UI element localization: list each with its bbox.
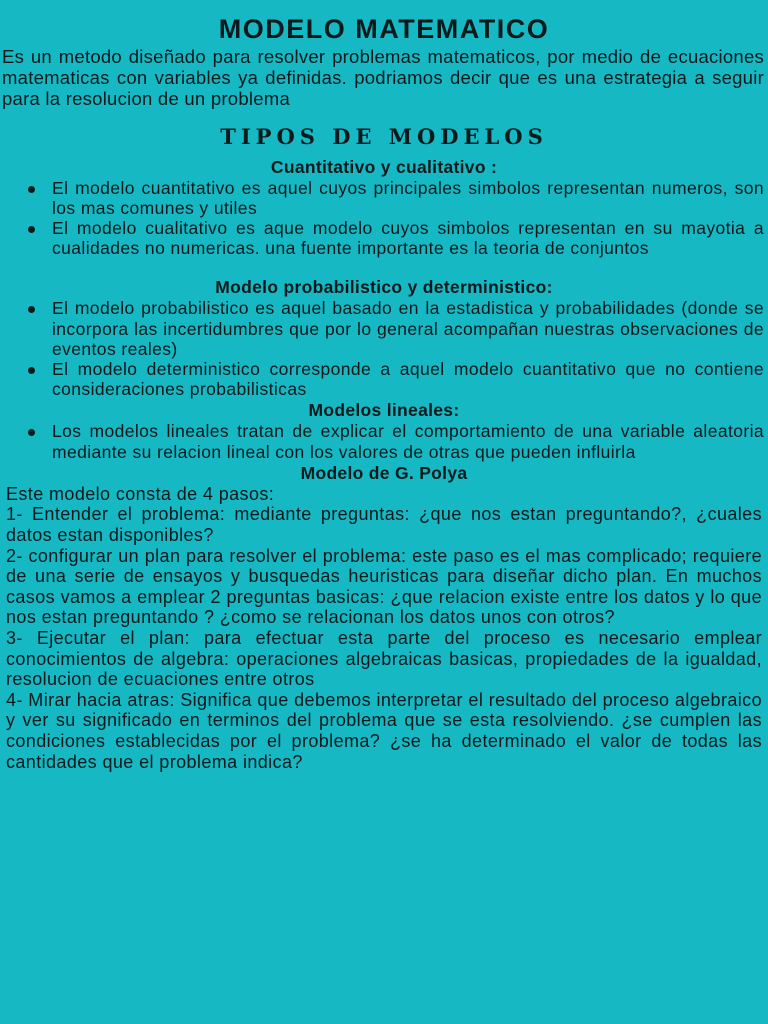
bullet-list-cuantitativo — [0, 178, 768, 259]
polya-intro: Este modelo consta de 4 pasos: — [6, 483, 275, 504]
page-title: MODELO MATEMATICO — [218, 14, 550, 44]
polya-step-4: 4- Mirar hacia atras: Significa que debemos interpretar el resultado del proceso algebraico y ver su significado en terminos del problema que se esta resolviendo. ¿se cumplen las condiciones establecidas por el problema? ¿se ha determinado el valor de todas las cantidades que el problema indica? — [6, 689, 762, 772]
bullet-list-probabilistico — [0, 298, 768, 399]
bullet-list-lineales — [0, 421, 768, 461]
polya-step-2: 2- configurar un plan para resolver el problema: este paso es el mas complicado; requiere de una serie de ensayos y busquedas heuristicas para diseñar dicho plan. En muchos casos vamos a emplear 2 preguntas basicas: ¿que relacion existe entre los datos y lo que nos estan preguntando ? ¿como se relacionan los datos unos con otros? — [6, 545, 762, 628]
list-item: El modelo cualitativo es aque modelo cuyos simbolos representan en su mayotia a cualidades no numericas. una fuente importante es la teoria de conjuntos — [52, 218, 764, 259]
list-item: El modelo probabilistico es aquel basado en la estadistica y probabilidades (donde se incorpora las incertidumbres que por lo general acompañan nuestras observaciones de eventos reales) — [52, 298, 764, 359]
section-heading-probabilistico: Modelo probabilistico y deterministico: — [215, 277, 553, 298]
list-item: El modelo cuantitativo es aquel cuyos principales simbolos representan numeros, son los mas comunes y utiles — [52, 177, 764, 218]
section-heading-cuantitativo: Cuantitativo y cualitativo : — [270, 156, 498, 177]
section-heading-polya: Modelo de G. Polya — [300, 462, 468, 483]
polya-step-1: 1- Entender el problema: mediante preguntas: ¿que nos estan preguntando?, ¿cuales datos estan disponibles? — [6, 504, 762, 546]
spacer — [0, 258, 768, 276]
tipos-heading: TIPOS DE MODELOS — [220, 123, 548, 149]
section-heading-lineales: Modelos lineales: — [308, 400, 460, 421]
list-item: Los modelos lineales tratan de explicar el comportamiento de una variable aleatoria mediante su relacion lineal con los valores de otras que pueden influirla — [52, 421, 764, 462]
list-item: El modelo deterministico corresponde a aquel modelo cuantitativo que no contiene consideraciones probabilisticas — [52, 359, 764, 400]
intro-paragraph: Es un metodo diseñado para resolver problemas matematicos, por medio de ecuaciones matematicas con variables ya definidas. podriamos decir que es una estrategia a seguir para la resolucion de un problema — [2, 46, 764, 110]
polya-step-3: 3- Ejecutar el plan: para efectuar esta parte del proceso es necesario emplear conocimientos de algebra: operaciones algebraicas basicas, propiedades de la igualdad, resolucion de ecuaciones entre otros — [6, 628, 762, 690]
